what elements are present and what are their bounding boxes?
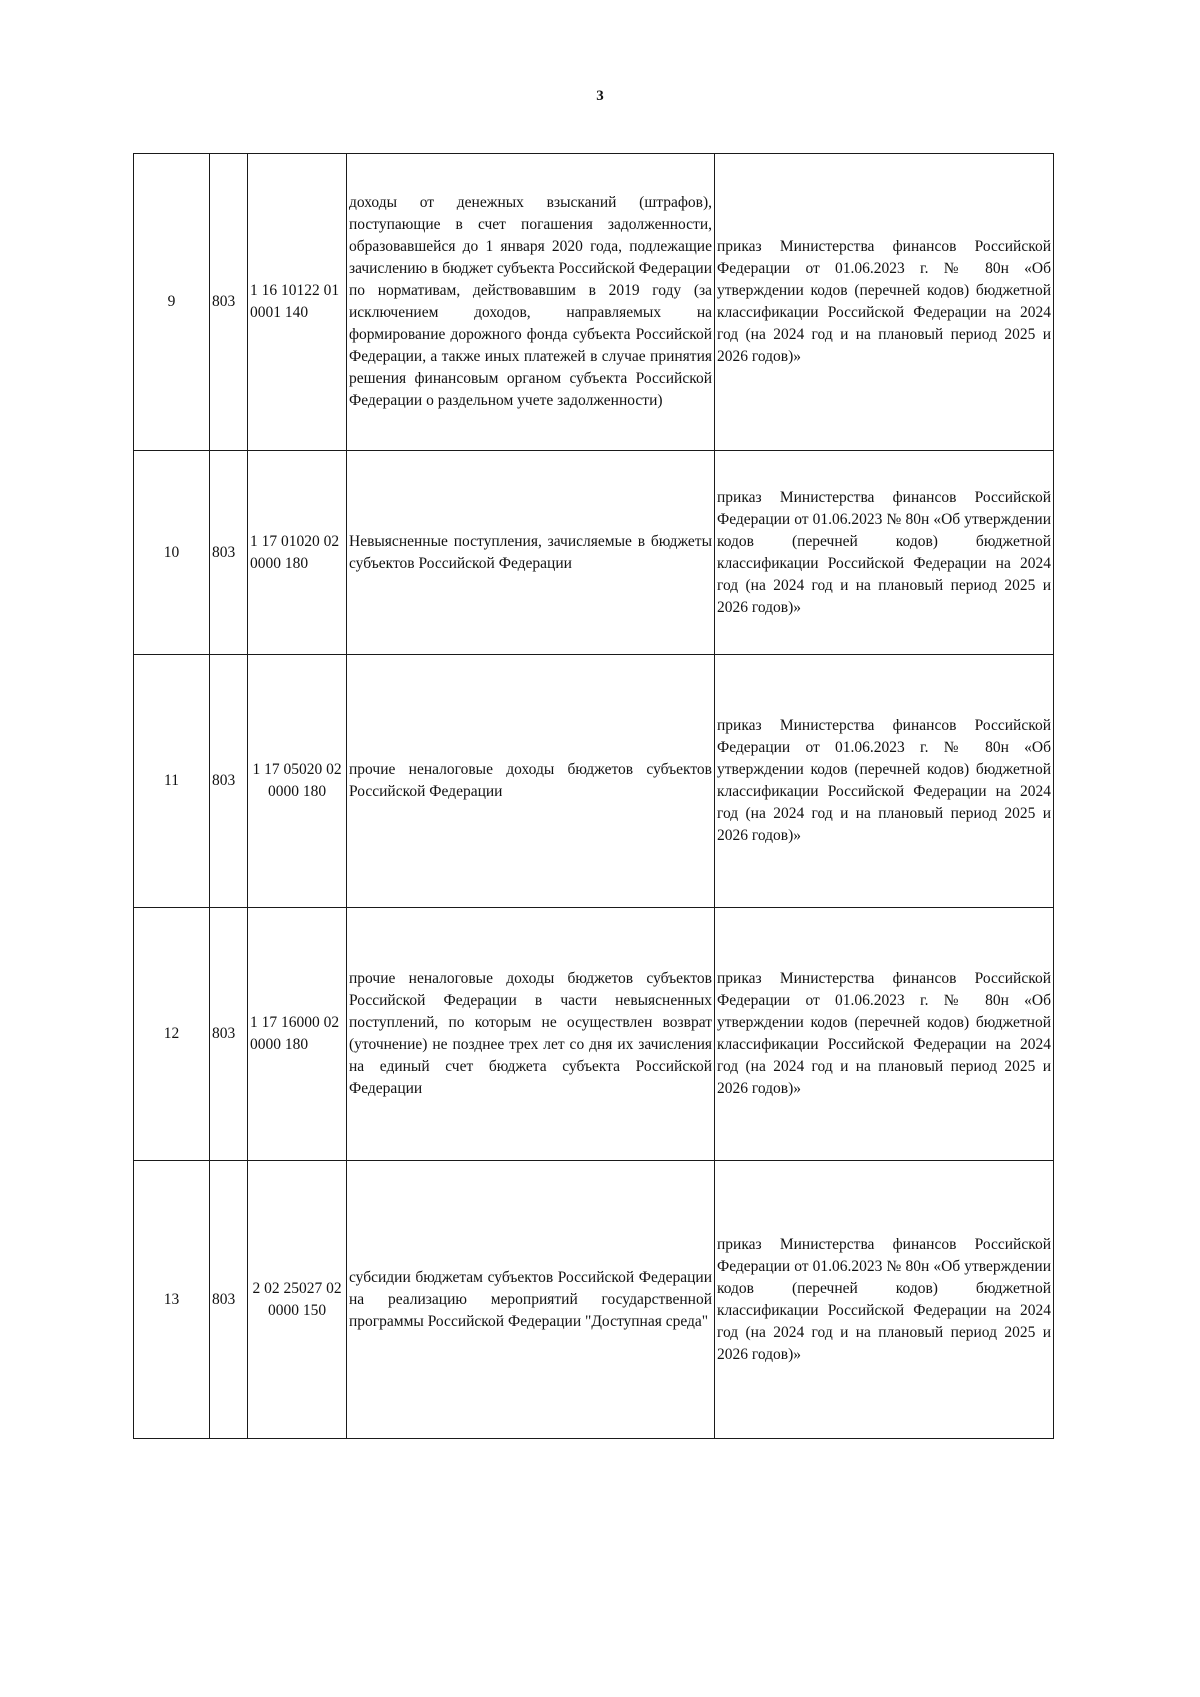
table-row xyxy=(134,655,1054,908)
table-row xyxy=(134,1161,1054,1439)
revenue-name: субсидии бюджетам субъектов Российской Федерации на реализацию мероприятий государственной программы Российской Федерации "Доступная среда" xyxy=(347,1161,715,1439)
table-row xyxy=(134,154,1054,451)
legal-basis: приказ Министерства финансов Российской Федерации от 01.06.2023 г. № 80н «Об утверждении кодов (перечней кодов) бюджетной классификации Российской Федерации на 2024 год (на 2024 год и на плановый период 2025 и 2026 годов)» xyxy=(715,908,1054,1161)
legal-basis: приказ Министерства финансов Российской Федерации от 01.06.2023 г. № 80н «Об утверждении кодов (перечней кодов) бюджетной классификации Российской Федерации на 2024 год (на 2024 год и на плановый период 2025 и 2026 годов)» xyxy=(715,655,1054,908)
budget-code: 2 02 25027 02 0000 150 xyxy=(248,1161,347,1439)
revenue-name: Невыясненные поступления, зачисляемые в бюджеты субъектов Российской Федерации xyxy=(347,451,715,655)
revenue-name: прочие неналоговые доходы бюджетов субъектов Российской Федерации в части невыясненных поступлений, по которым не осуществлен возврат (уточнение) не позднее трех лет со дня их зачисления на единый счет бюджета субъекта Российской Федерации xyxy=(347,908,715,1161)
revenue-name: доходы от денежных взысканий (штрафов), поступающие в счет погашения задолженности, образовавшейся до 1 января 2020 года, подлежащие зачислению в бюджет субъекта Российской Федерации по нормативам, действовавшим в 2019 году (за исключением доходов, направляемых на формирование дорожного фонда субъекта Российской Федерации, а также иных платежей в случае принятия решения финансовым органом субъекта Российской Федерации о раздельном учете задолженности) xyxy=(347,154,715,451)
admin-code: 803 xyxy=(210,451,248,655)
row-number: 13 xyxy=(134,1161,210,1439)
admin-code: 803 xyxy=(210,655,248,908)
row-number: 12 xyxy=(134,908,210,1161)
budget-code: 1 17 05020 02 0000 180 xyxy=(248,655,347,908)
table-row xyxy=(134,908,1054,1161)
row-number: 9 xyxy=(134,154,210,451)
revenue-name: прочие неналоговые доходы бюджетов субъектов Российской Федерации xyxy=(347,655,715,908)
page-number: 3 xyxy=(596,88,604,104)
admin-code: 803 xyxy=(210,908,248,1161)
budget-code: 1 17 16000 02 0000 180 xyxy=(248,908,347,1161)
row-number: 11 xyxy=(134,655,210,908)
legal-basis: приказ Министерства финансов Российской Федерации от 01.06.2023 № 80н «Об утверждении кодов (перечней кодов) бюджетной классификации Российской Федерации на 2024 год (на 2024 год и на плановый период 2025 и 2026 годов)» xyxy=(715,1161,1054,1439)
revenue-codes-table xyxy=(133,153,1054,1439)
table-row xyxy=(134,451,1054,655)
legal-basis: приказ Министерства финансов Российской Федерации от 01.06.2023 № 80н «Об утверждении кодов (перечней кодов) бюджетной классификации Российской Федерации на 2024 год (на 2024 год и на плановый период 2025 и 2026 годов)» xyxy=(715,451,1054,655)
budget-code: 1 17 01020 02 0000 180 xyxy=(248,451,347,655)
legal-basis: приказ Министерства финансов Российской Федерации от 01.06.2023 г. № 80н «Об утверждении кодов (перечней кодов) бюджетной классификации Российской Федерации на 2024 год (на 2024 год и на плановый период 2025 и 2026 годов)» xyxy=(715,154,1054,451)
row-number: 10 xyxy=(134,451,210,655)
admin-code: 803 xyxy=(210,1161,248,1439)
budget-code: 1 16 10122 01 0001 140 xyxy=(248,154,347,451)
admin-code: 803 xyxy=(210,154,248,451)
